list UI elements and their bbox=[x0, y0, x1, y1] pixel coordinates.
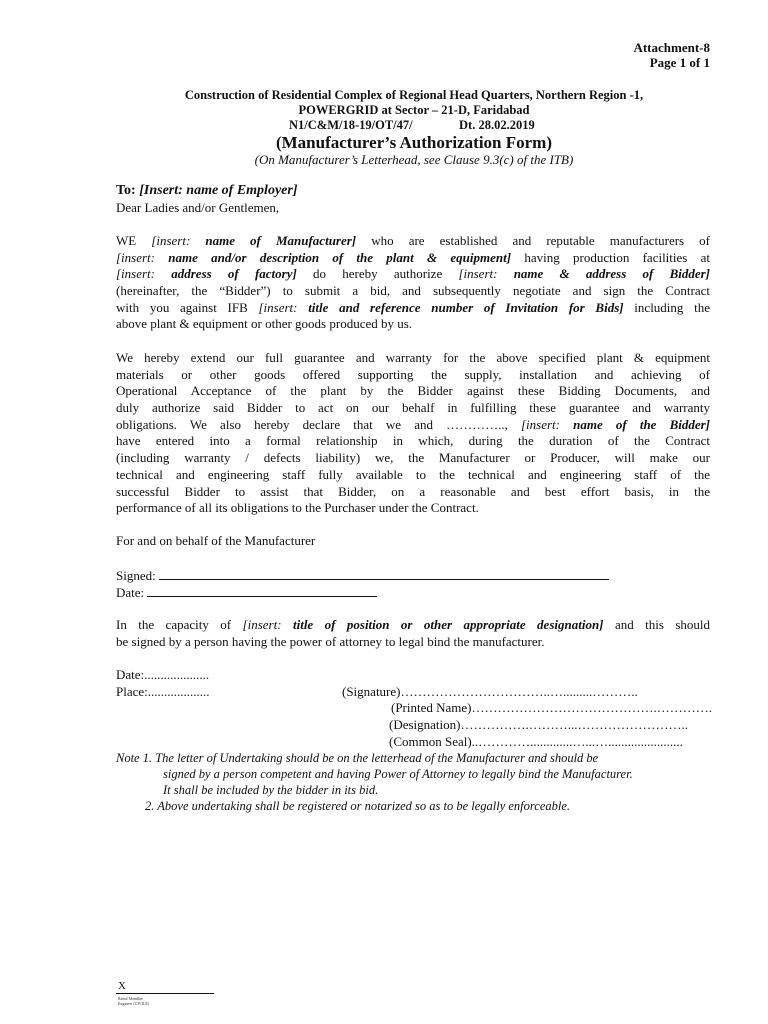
page-number: Page 1 of 1 bbox=[649, 55, 710, 70]
reference-date: Dt. 28.02.2019 bbox=[459, 118, 535, 132]
note-2: 2. Above undertaking shall be registered or notarized so as to be legally enforceable. bbox=[145, 799, 571, 813]
date-row: Date: bbox=[116, 584, 377, 602]
signatory-role: Engineer (CIVILE) bbox=[118, 1001, 150, 1006]
block-printed-name: (Printed Name)…………………………………….…………. bbox=[391, 700, 713, 715]
form-title: (Manufacturer’s Authorization Form) bbox=[275, 133, 553, 152]
signed-line bbox=[159, 567, 609, 580]
header-line-2: POWERGRID at Sector – 21-D, Faridabad bbox=[298, 103, 530, 117]
signature-mark: X bbox=[118, 980, 126, 992]
capacity-paragraph: In the capacity of [insert: title of position or other appropriate designation] and this should be signed by a person having the power of attorney to legal bind the manufacturer. bbox=[116, 617, 711, 649]
block-signature: (Signature)……………………………..….........……….. bbox=[342, 684, 638, 699]
behalf-line: For and on behalf of the Manufacturer bbox=[116, 533, 316, 548]
salutation: Dear Ladies and/or Gentlemen, bbox=[116, 200, 280, 215]
authorization-paragraph: WE [insert: name of Manufacturer] who are established and reputable manufacturers of [insert: name and/or description of the plant & equipment] having production facilities at [insert: address of factory] do hereby authorize [insert: name & address of Bidder] (hereinafter, the “Bidder”) to submit a bid, and subsequently negotiate and sign the Contract with you against IFB [insert: title and reference number of Invitation for Bids] including the above plant & equipment or other goods produced by us. bbox=[116, 233, 711, 332]
addressee: To: [Insert: name of Employer] bbox=[116, 183, 298, 198]
guarantee-paragraph: We hereby extend our full guarantee and warranty for the above specified plant & equipment materials or other goods offered supporting the supply, installation and achieving of Operational Acceptance of the plant by the Bidder against these Bidding Documents, and duly authorize said Bidder to act on our behalf in fulfilling these guarantee and warranty obligations. We also hereby declare that we and ………….., [insert: name of the Bidder] have entered into a formal relationship in which, during the duration of the Contract (including warranty / defects liability) we, the Manufacturer or Producer, will make our technical and engineering staff fully available to the technical and engineering staff of the successful Bidder to assist that Bidder, on a reasonable and best effort basis, in the performance of all its obligations to the Purchaser under the Contract. bbox=[116, 350, 711, 516]
form-subtitle: (On Manufacturer’s Letterhead, see Clause 9.3(c) of the ITB) bbox=[254, 152, 574, 167]
block-date: Date:.................... bbox=[116, 667, 210, 682]
block-common-seal: (Common Seal)..………….............…...…....................... bbox=[389, 734, 683, 749]
attachment-label: Attachment-8 bbox=[633, 40, 710, 55]
note-1-line-1: Note 1. The letter of Undertaking should be on the letterhead of the Manufacturer and should be bbox=[116, 751, 599, 765]
signature-line bbox=[116, 993, 214, 994]
note-1-line-2: signed by a person competent and having Power of Attorney to legally bind the Manufacturer. bbox=[163, 767, 633, 781]
signed-row: Signed: bbox=[116, 567, 609, 585]
date-line bbox=[147, 584, 377, 597]
reference-number: N1/C&M/18-19/OT/47/ bbox=[289, 118, 413, 132]
note-1-line-3: It shall be included by the bidder in its bid. bbox=[163, 783, 379, 797]
header-line-1: Construction of Residential Complex of Regional Head Quarters, Northern Region -1, bbox=[184, 88, 644, 102]
block-place: Place:................... bbox=[116, 684, 210, 699]
signatory-name: Rahul Mandhre bbox=[118, 996, 143, 1001]
block-designation: (Designation)…………….………...…………………….. bbox=[389, 717, 688, 732]
